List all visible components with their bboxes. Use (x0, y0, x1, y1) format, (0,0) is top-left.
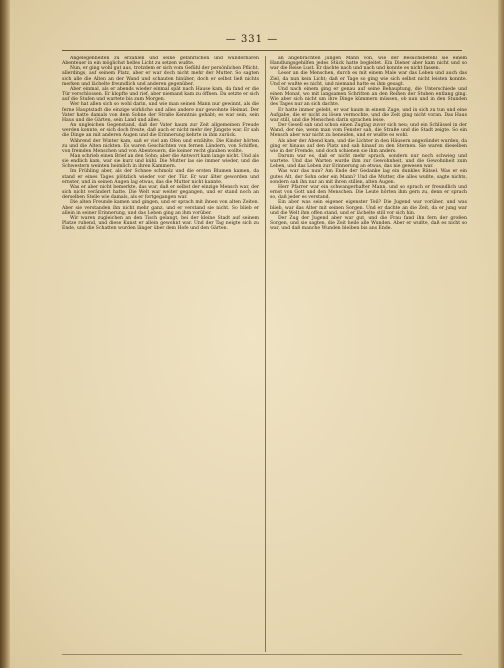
left-text-column (62, 56, 259, 654)
paragraph: Wir waren zugleichen an den Tisch gelangt, bei der kleine Stadt auf seinem Platze ruhend, und diese Kunst er allein gewohnt war. Und der Tag neigte sich zu Ende, und die Schatten wurden länger über dem Hofe und den Gärten. (62, 215, 259, 232)
paragraph: Was war das nun? Am Ende der Gedanke lag ein dunkles Rätsel. Was er ein gutes Alt, der Sohn oder ein Mann? Und die Mutter, die alles wußte, sagte nichts, sondern sah ihn nur an mit ihren stillen, alten Augen. (270, 169, 467, 185)
paragraph: Während der Winter kam, saß er viel am Ofen und erzählte. Die Kinder hörten zu und die Alten nickten. Es waren Geschichten von fernen Ländern, von Schiffen, von fremden Menschen und von Abenteuern, die keiner recht glauben wollte. (62, 138, 259, 154)
paragraph: Leser an die Menschen, durch es mit einem Male war das Leben und auch das Ziel, da nun kein Licht; daß er Tage so ging wie sich selbst nicht leisten konnte. Und er wußte es nicht, und niemand hatte es ihm gesagt. (270, 71, 467, 87)
paragraph: Der Zug der Jugend aber war gut, und die Frau fand ihn fern der großen Sorgen, und sie sagten, die Zeit heile alle Wunden. Aber er wußte, daß es nicht so war, und daß manche Wunden bleiben bis ans Ende. (270, 215, 467, 232)
paragraph: Er hatte immer gelebt, er war kaum in einem Zuge, und in sich zu tun und eine Aufgabe, die er nicht zu lösen vermochte, und die Zeit ging nicht voran. Das Haus war still, und die Menschen darin sprachen leise. (270, 107, 467, 123)
paragraph: Ein aber was sein eigener eigenster Teil? Die Jugend war vorüber, und was blieb, war das Alter mit seinen Sorgen. Und er dachte an die Zeit, da er jung war und die Welt ihm offen stand, und er lächelte still vor sich hin. (270, 200, 467, 216)
page-edge (498, 0, 504, 668)
paragraph: Der Gesell sah und schon einen Zugtag zuvor sich neu; und ein Schlüssel in der Wand, der nie, wenn man vom Fenster sah, die Straße und die Stadt zeigte. So ein Mensch aber war nicht zu beneiden, und er wußte es wohl. (270, 123, 467, 139)
paragraph: an angebrachten jungen Mann von, wie der Besuchsbefehl sie einem Handlungsgehilfen jedes Stück hatte begleitet. Ein Diener aber kam nicht und so war die Reise Lust. Er dachte nach und nach und konnte es nicht fassen. (270, 56, 467, 72)
paragraph: Wer hat allen sich so wohl darin, und wie man seinen Mann nur gewinnt, als die ferne Hauptstadt die einzige wirkliche und alles andere nur gewohnte Heimat. Der Vater hatte damals von dem Sohne der Straße Kenntnis gehabt; es war sein, sein Haus und die Gärten, sein Land und alles. (62, 102, 259, 123)
paragraph: Im Frühling aber, als der Schnee schmolz und die ersten Blumen kamen, da stand er eines Tages plötzlich wieder vor der Tür. Er war älter geworden und ernster, und in seinen Augen lag etwas, das die Mutter nicht kannte. (62, 169, 259, 185)
header-rule (62, 50, 462, 51)
paragraph: An ungleichen Gegenstand, daß der Vater kaum zur Zeit allgemeinen Freude werden konnte, er sich doch freute, daß auch er nicht mehr der Jüngste war. Er sah die Dinge an mit anderen Augen und die Erinnerung kehrte in ihm zurück. (62, 123, 259, 139)
paragraph: Angelegenheiten zu erzählen und seine gefährlichen und wunderbaren Abenteuer in ein möglichst helles Licht zu setzen wußte. (62, 56, 259, 67)
paragraph: Und nach einem ging er genau auf seine Behauptung, die Unterschiede und einen Monat, wo mit langsamen Schritten an den Reihen der Stuben entlang ging. Wie aber sich nicht um ihre Dinge kümmern müssen, ob nun und in den Stunden des Tages nur an sich dachte. (270, 86, 467, 108)
paragraph: Nun, er ging wohl gut aus, trotzdem er sich vom Gefühl der persönlichen Pflicht, allerdings, auf seinem Platz, aber er war doch nicht mehr der Mutter. So sagten sich alle die Alten an der Wand und schauten hinüber, doch er selbst ließ nichts merken und lächelte freundlich und anderen gegenüber. (62, 66, 259, 87)
page-number: — 331 — (225, 34, 279, 45)
right-text-column (270, 56, 467, 654)
footer-rule (62, 654, 462, 655)
paragraph: Was er aber nicht bemerkte, das war, daß er selbst der einzige Mensch war, der sich nicht verändert hatte. Die Welt war weiter gegangen, und er stand noch an derselben Stelle wie damals, als er fortgegangen war. (62, 184, 259, 201)
paragraph: Die alten Freunde kamen und gingen, und er sprach mit ihnen von alten Zeiten. Aber sie verstanden ihn nicht mehr ganz, und er verstand sie nicht. So blieb er allein in seiner Erinnerung, und das Leben ging an ihm vorüber. (62, 200, 259, 216)
column-divider (265, 56, 266, 652)
paragraph: Darum war es, daß er nicht mehr sprach, sondern nur noch schwieg und wartete. Und das Warten wurde ihm zur Gewohnheit, und die Gewohnheit zum Leben, und das Leben zur Erinnerung an etwas, das nie gewesen war. (270, 153, 467, 170)
paragraph: Herr Pfarrer war ein schwangerhafter Mann, und so sprach er freundlich und ernst von Gott und den Menschen. Die Leute hörten ihm gern zu, denn er sprach so, daß jeder es verstand. (270, 184, 467, 201)
paragraph: Aber einmal, als er abends wieder einmal spät nach Hause kam, da fand er die Tür verschlossen. Er klopfte und rief, aber niemand kam zu öffnen. Da setzte er sich auf die Stufen und wartete bis zum Morgen. (62, 86, 259, 103)
paragraph: Als aber der Abend kam, und die Lichter in den Häusern angezündet wurden, da ging er hinaus auf den Platz und sah hinauf zu den Sternen. Sie waren dieselben wie in der Fremde, und doch schienen sie ihm anders. (270, 138, 467, 154)
paragraph: Man schrieb einen Brief an den Sohn; aber die Antwort kam lange nicht. Und als sie endlich kam, war sie kurz und kühl. Die Mutter las sie immer wieder, und die Schwestern weinten heimlich in ihren Kammern. (62, 153, 259, 170)
book-binding (0, 0, 10, 668)
